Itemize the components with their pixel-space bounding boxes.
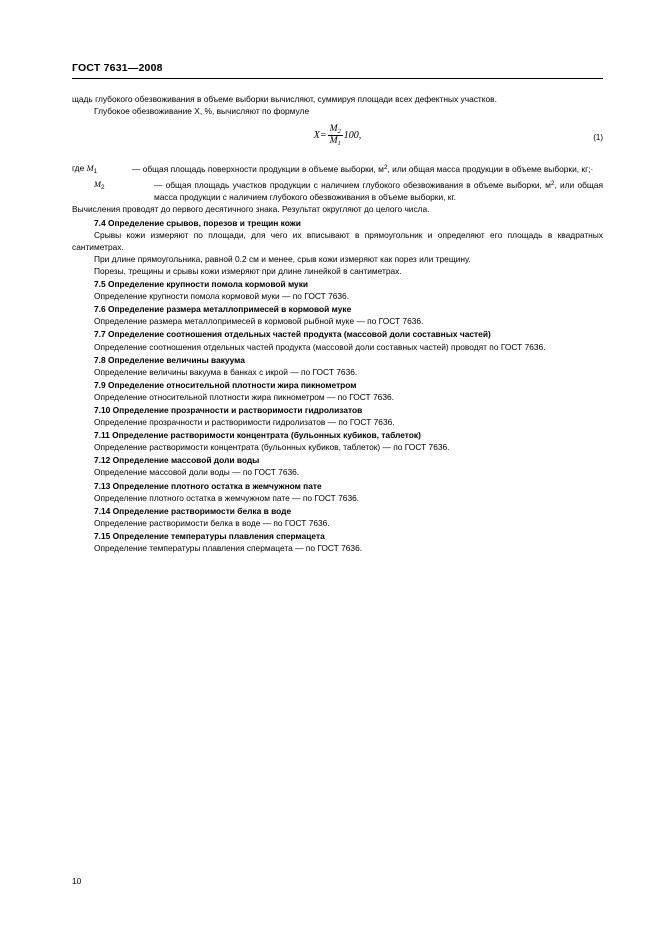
section-7-5-paragraph-1: Определение крупности помола кормовой муки — по ГОСТ 7636. [94, 291, 350, 302]
formula-equals: = [319, 129, 327, 141]
rounding-note: Вычисления проводят до первого десятичного знака. Результат округляют до целого числа. [72, 204, 430, 215]
formula-definitions [72, 162, 603, 203]
section-7-11-paragraph-1: Определение растворимости концентрата (бульонных кубиков, таблеток) — по ГОСТ 7636. [94, 442, 450, 453]
section-7-4-paragraph-3: Порезы, трещины и срывы кожи измеряют при длине линейкой в сантиметрах. [94, 265, 402, 276]
formula-numerator-subscript: 2 [337, 128, 341, 136]
section-heading-7-12: 7.12 Определение массовой доли воды [94, 455, 260, 466]
section-heading-7-14: 7.14 Определение растворимости белка в воде [94, 505, 292, 516]
formula-number: (1) [593, 133, 603, 143]
intro-paragraph-1: щадь глубокого обезвоживания в объеме выборки вычисляют, суммируя площади всех дефектных участков. [72, 94, 497, 104]
formula-numerator-symbol: M [329, 124, 338, 135]
formula-numerator [328, 124, 343, 136]
section-heading-7-9: 7.9 Определение относительной плотности жира пикнометром [94, 379, 357, 390]
formula-1 [314, 124, 361, 147]
section-7-6-paragraph-1: Определение размера металлопримесей в кормовой рыбной муке — по ГОСТ 7636. [94, 316, 424, 327]
section-7-4-paragraph-1: Срывы кожи измеряют по площади, для чего их вписывают в прямоугольник и определяют его площадь в квадратных сантиметрах. [72, 229, 603, 252]
definition-row-1 [72, 162, 603, 178]
section-7-13-paragraph-1: Определение плотного остатка в жемчужном пате — по ГОСТ 7636. [94, 492, 360, 503]
formula-tail: 100, [343, 129, 362, 141]
document-standard-number: ГОСТ 7631—2008 [72, 62, 163, 74]
definition-row-2 [72, 178, 603, 203]
section-7-15-paragraph-1: Определение температуры плавления спермацета — по ГОСТ 7636. [94, 543, 363, 553]
section-7-8-paragraph-1: Определение величины вакуума в банках с икрой — по ГОСТ 7636. [94, 366, 358, 377]
section-7-9-paragraph-1: Определение относительной плотности жира пикнометром — по ГОСТ 7636. [94, 391, 394, 402]
section-7-7-paragraph-1: Определение соотношения отдельных частей продукта (массовой доли составных частей) проводят по ГОСТ 7636. [94, 341, 546, 352]
header-divider [72, 78, 603, 79]
intro-paragraph-2: Глубокое обезвоживание Х, %, вычисляют по формуле [94, 106, 310, 117]
section-heading-7-6: 7.6 Определение размера металлопримесей в кормовой муке [94, 304, 352, 315]
section-heading-7-8: 7.8 Определение величины вакуума [94, 354, 245, 365]
definition-text-2: — общая площадь участков продукции с наличием глубокого обезвоживания в объеме выборки, $м^2$, или общая масса продукции с наличием глубокого обезвоживания в объеме выборки, кг. [154, 180, 604, 203]
definition-symbol-2: M [94, 180, 101, 190]
formula-lhs: X [313, 129, 320, 141]
definition-text-1: — общая площадь поверхности продукции в объеме выборки, $м^2$, или общая масса продукции в объеме выборки, кг;· [132, 164, 594, 175]
definition-prefix-1: где [72, 163, 85, 174]
section-heading-7-11: 7.11 Определение растворимости концентрата (бульонных кубиков, таблеток) [94, 430, 421, 441]
section-7-10-paragraph-1: Определение прозрачности и растворимости гидролизатов — по ГОСТ 7636. [94, 417, 395, 428]
section-heading-7-10: 7.10 Определение прозрачности и растворимости гидролизатов [94, 404, 363, 415]
definition-symbol-subscript-1: 1 [93, 168, 98, 176]
definition-symbol-1: M [86, 164, 94, 174]
formula-block [72, 124, 603, 154]
definition-symbol-subscript-2: 2 [100, 184, 105, 192]
definition-label-1 [72, 162, 132, 178]
formula-denominator [328, 136, 343, 147]
section-7-12-paragraph-1: Определение массовой доли воды — по ГОСТ 7636. [94, 467, 300, 478]
formula-denominator-subscript: 1 [337, 140, 341, 148]
definition-label-2 [72, 178, 154, 203]
section-7-14-paragraph-1: Определение растворимости белка в воде — по ГОСТ 7636. [94, 517, 330, 528]
section-heading-7-4: 7.4 Определение срывов, порезов и трещин кожи [94, 217, 301, 228]
page-number: 10 [72, 876, 82, 886]
section-heading-7-13: 7.13 Определение плотного остатка в жемчужном пате [94, 480, 322, 491]
formula-denominator-symbol: M [329, 136, 338, 147]
section-heading-7-5: 7.5 Определение крупности помола кормовой муки [94, 279, 309, 290]
section-heading-7-7: 7.7 Определение соотношения отдельных частей продукта (массовой доли составных частей) [94, 329, 491, 340]
section-7-4-paragraph-2: При длине прямоугольника, равной 0.2 см и менее, срыв кожи измеряют как порез или трещину. [94, 253, 471, 264]
section-heading-7-15: 7.15 Определение температуры плавления спермацета [94, 530, 325, 541]
formula-fraction [328, 124, 343, 147]
